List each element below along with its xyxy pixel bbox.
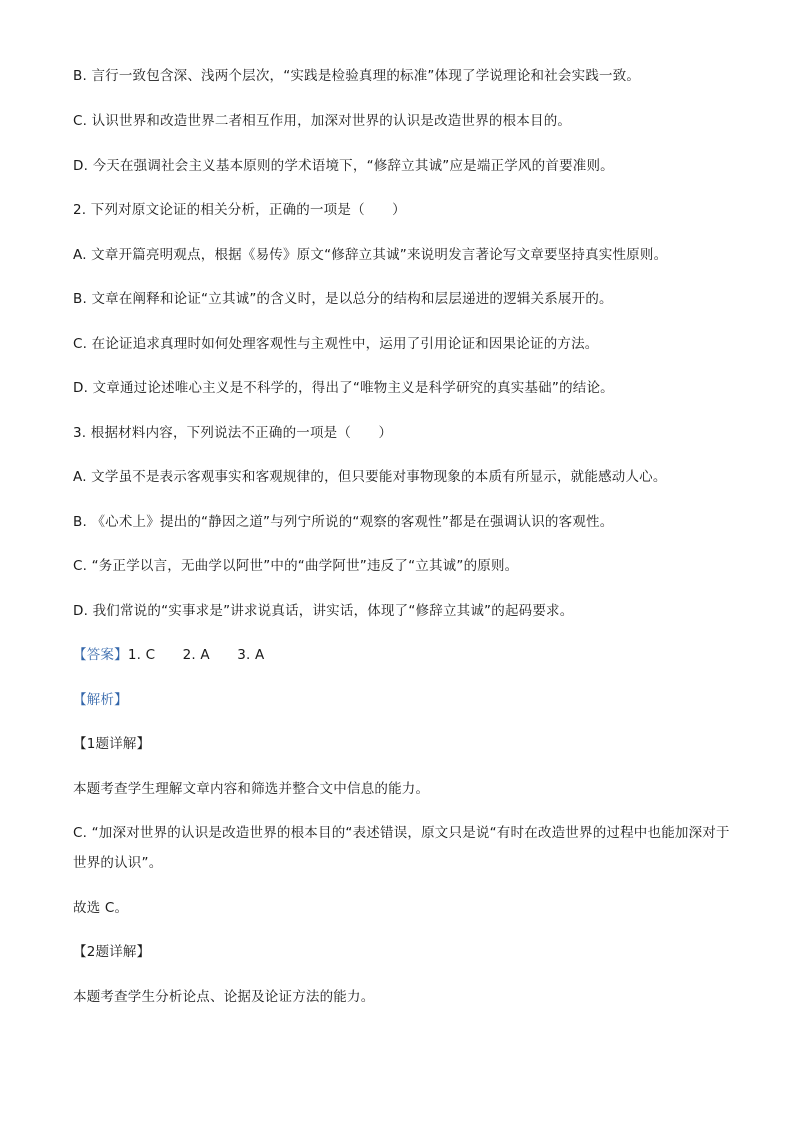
detail-1-label: 【1题详解】 xyxy=(73,736,151,752)
option-3b: B. 《心术上》提出的“静因之道”与列宁所说的“观察的客观性”都是在强调认识的客观性。 xyxy=(73,514,614,530)
option-2d: D. 文章通过论述唯心主义是不科学的，得出了“唯物主义是科学研究的真实基础”的结论。 xyxy=(73,380,614,396)
option-2c: C. 在论证追求真理时如何处理客观性与主观性中，运用了引用论证和因果论证的方法。 xyxy=(73,336,599,352)
detail-1-conclusion: 故选 C。 xyxy=(73,900,129,916)
option-3a: A. 文学虽不是表示客观事实和客观规律的，但只要能对事物现象的本质有所显示，就能感动人心。 xyxy=(73,469,667,485)
option-1b: B. 言行一致包含深、浅两个层次，“实践是检验真理的标准”体现了学说理论和社会实践一致。 xyxy=(73,68,641,84)
option-1d: D. 今天在强调社会主义基本原则的学术语境下，“修辞立其诚”应是端正学风的首要准则。 xyxy=(73,158,614,174)
option-3c: C. “务正学以言，无曲学以阿世”中的“曲学阿世”违反了“立其诚”的原则。 xyxy=(73,558,519,574)
detail-1-intro: 本题考查学生理解文章内容和筛选并整合文中信息的能力。 xyxy=(73,781,430,797)
answer-line xyxy=(73,645,734,665)
detail-1-explanation: C. “加深对世界的认识是改造世界的根本目的“表述错误，原文只是说“有时在改造世界的过程中也能加深对于世界的认识”。 xyxy=(73,825,730,871)
option-3d: D. 我们常说的“实事求是”讲求说真话，讲实话，体现了“修辞立其诚”的起码要求。 xyxy=(73,603,574,619)
option-2a: A. 文章开篇亮明观点，根据《易传》原文“修辞立其诚”来说明发言著论写文章要坚持真实性原则。 xyxy=(73,247,668,263)
detail-2-intro: 本题考查学生分析论点、论据及论证方法的能力。 xyxy=(73,989,375,1005)
option-2b: B. 文章在阐释和论证“立其诚”的含义时，是以总分的结构和层层递进的逻辑关系展开的。 xyxy=(73,291,613,307)
answer-text: 1. C 2. A 3. A xyxy=(127,647,265,663)
question-3: 3. 根据材料内容，下列说法不正确的一项是（ ） xyxy=(73,425,393,441)
option-1c: C. 认识世界和改造世界二者相互作用，加深对世界的认识是改造世界的根本目的。 xyxy=(73,113,572,129)
question-2: 2. 下列对原文论证的相关分析，正确的一项是（ ） xyxy=(73,202,406,218)
analysis-label: 【解析】 xyxy=(73,692,128,708)
answer-label: 【答案】 xyxy=(73,647,128,663)
detail-2-label: 【2题详解】 xyxy=(73,944,151,960)
